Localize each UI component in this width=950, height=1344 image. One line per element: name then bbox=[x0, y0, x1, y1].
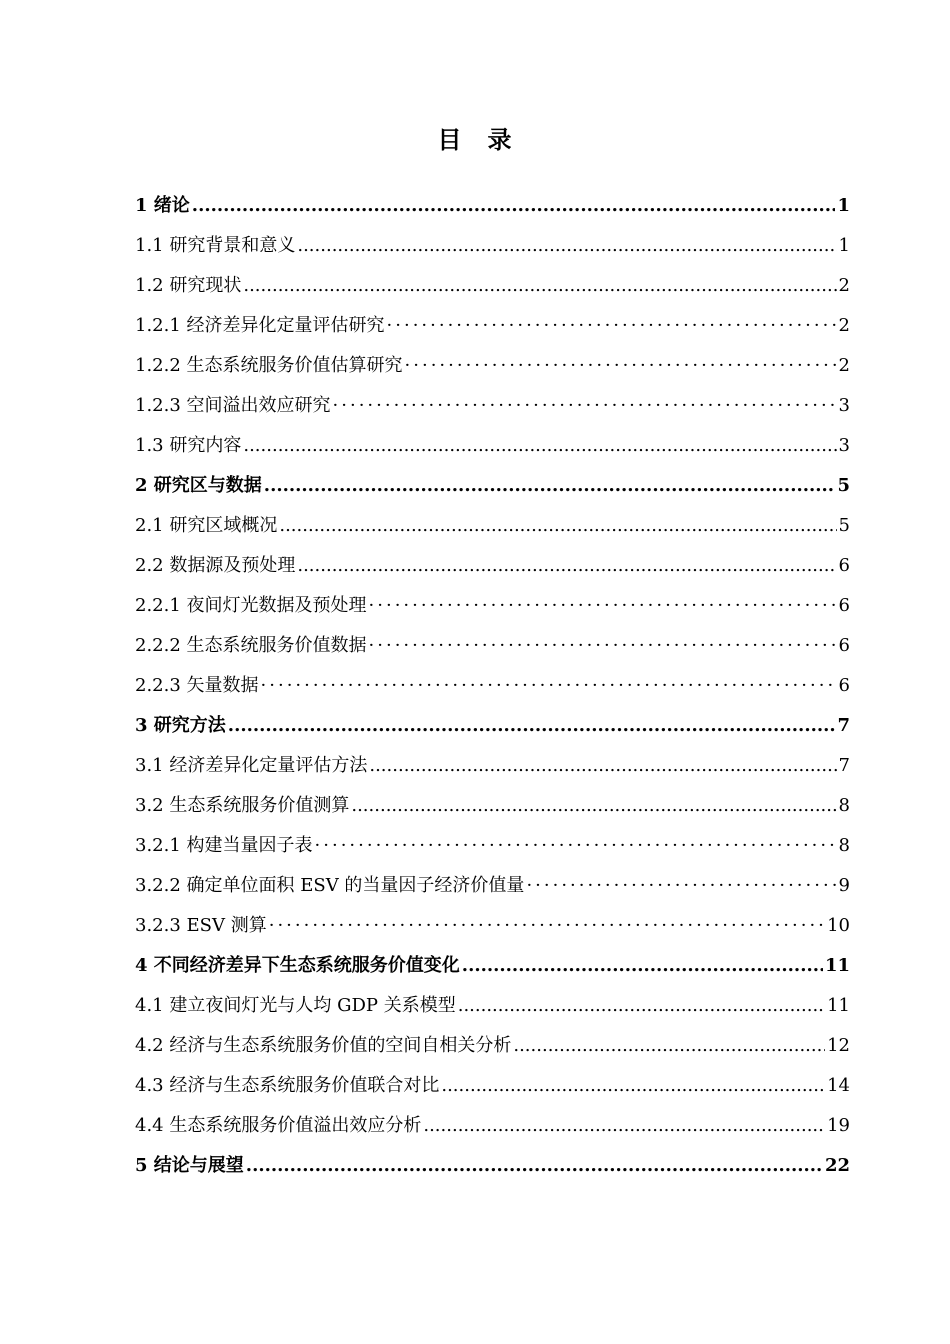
toc-entry[interactable] bbox=[135, 546, 850, 586]
toc-entry-label: 4.4 生态系统服务价值溢出效应分析 bbox=[135, 1115, 422, 1136]
toc-entry-page-number: 8 bbox=[838, 795, 850, 816]
toc-entry-page-number: 2 bbox=[838, 355, 850, 376]
toc-entry-label: 2.2.3 矢量数据 bbox=[135, 675, 259, 696]
toc-dot-leader bbox=[243, 266, 836, 306]
toc-entry-page-number: 3 bbox=[838, 435, 850, 456]
toc-entry[interactable] bbox=[135, 506, 850, 546]
toc-entry-label: 2.2 数据源及预处理 bbox=[135, 555, 296, 576]
toc-entry-label: 2 研究区与数据 bbox=[135, 475, 262, 496]
toc-dot-leader bbox=[192, 186, 836, 226]
toc-entry[interactable] bbox=[135, 746, 850, 786]
toc-entry-label: 4 不同经济差异下生态系统服务价值变化 bbox=[135, 955, 460, 976]
toc-dot-leader bbox=[243, 426, 836, 466]
toc-dot-leader bbox=[261, 666, 837, 706]
toc-entry[interactable] bbox=[135, 906, 850, 946]
toc-entry-label: 4.3 经济与生态系统服务价值联合对比 bbox=[135, 1075, 440, 1096]
toc-entry-label: 4.2 经济与生态系统服务价值的空间自相关分析 bbox=[135, 1035, 512, 1056]
table-of-contents bbox=[135, 186, 850, 1186]
toc-entry[interactable] bbox=[135, 346, 850, 386]
toc-entry-page-number: 3 bbox=[838, 395, 850, 416]
toc-entry-label: 2.2.1 夜间灯光数据及预处理 bbox=[135, 595, 367, 616]
toc-dot-leader bbox=[351, 786, 836, 826]
toc-entry[interactable] bbox=[135, 626, 850, 666]
toc-dot-leader bbox=[269, 906, 825, 946]
toc-entry-label: 3.2.1 构建当量因子表 bbox=[135, 835, 313, 856]
toc-entry-label: 2.1 研究区域概况 bbox=[135, 515, 278, 536]
toc-entry-page-number: 7 bbox=[838, 755, 850, 776]
toc-entry[interactable] bbox=[135, 986, 850, 1026]
toc-dot-leader bbox=[297, 546, 836, 586]
toc-entry-page-number: 5 bbox=[837, 475, 850, 496]
toc-dot-leader bbox=[369, 746, 836, 786]
toc-entry-page-number: 11 bbox=[827, 995, 850, 1016]
toc-entry-label: 1.3 研究内容 bbox=[135, 435, 242, 456]
toc-dot-leader bbox=[458, 986, 825, 1026]
toc-entry[interactable] bbox=[135, 1106, 850, 1146]
toc-entry-page-number: 14 bbox=[827, 1075, 850, 1096]
toc-dot-leader bbox=[297, 226, 836, 266]
toc-entry[interactable] bbox=[135, 226, 850, 266]
toc-entry[interactable] bbox=[135, 466, 850, 506]
toc-entry[interactable] bbox=[135, 426, 850, 466]
toc-entry[interactable] bbox=[135, 866, 850, 906]
toc-entry-page-number: 1 bbox=[838, 235, 850, 256]
toc-dot-leader bbox=[228, 706, 836, 746]
toc-entry[interactable] bbox=[135, 666, 850, 706]
toc-dot-leader bbox=[369, 626, 837, 666]
toc-dot-leader bbox=[333, 386, 837, 426]
toc-entry[interactable] bbox=[135, 946, 850, 986]
toc-entry-page-number: 9 bbox=[838, 875, 850, 896]
toc-dot-leader bbox=[387, 306, 837, 346]
toc-entry-label: 3.2.2 确定单位面积 ESV 的当量因子经济价值量 bbox=[135, 875, 525, 896]
toc-entry[interactable] bbox=[135, 706, 850, 746]
toc-entry[interactable] bbox=[135, 586, 850, 626]
toc-entry-page-number: 12 bbox=[827, 1035, 850, 1056]
toc-dot-leader bbox=[264, 466, 836, 506]
toc-entry-label: 4.1 建立夜间灯光与人均 GDP 关系模型 bbox=[135, 995, 456, 1016]
toc-entry-label: 1.2 研究现状 bbox=[135, 275, 242, 296]
toc-entry[interactable] bbox=[135, 1146, 850, 1186]
toc-dot-leader bbox=[462, 946, 823, 986]
toc-entry-page-number: 1 bbox=[837, 195, 850, 216]
toc-dot-leader bbox=[369, 586, 837, 626]
toc-dot-leader bbox=[405, 346, 837, 386]
toc-entry-label: 2.2.2 生态系统服务价值数据 bbox=[135, 635, 367, 656]
toc-entry[interactable] bbox=[135, 1066, 850, 1106]
toc-entry-page-number: 10 bbox=[827, 915, 850, 936]
toc-dot-leader bbox=[513, 1026, 825, 1066]
toc-dot-leader bbox=[441, 1066, 825, 1106]
toc-entry[interactable] bbox=[135, 386, 850, 426]
toc-dot-leader bbox=[423, 1106, 825, 1146]
toc-entry-label: 3.2.3 ESV 测算 bbox=[135, 915, 267, 936]
toc-entry[interactable] bbox=[135, 266, 850, 306]
toc-entry[interactable] bbox=[135, 306, 850, 346]
toc-entry-label: 5 结论与展望 bbox=[135, 1155, 244, 1176]
toc-dot-leader bbox=[279, 506, 836, 546]
toc-entry-page-number: 11 bbox=[824, 955, 850, 976]
toc-entry[interactable] bbox=[135, 826, 850, 866]
toc-entry[interactable] bbox=[135, 186, 850, 226]
toc-entry-label: 3.1 经济差异化定量评估方法 bbox=[135, 755, 368, 776]
toc-dot-leader bbox=[246, 1146, 823, 1186]
toc-entry[interactable] bbox=[135, 786, 850, 826]
toc-entry-label: 1.2.2 生态系统服务价值估算研究 bbox=[135, 355, 403, 376]
toc-entry-label: 1.1 研究背景和意义 bbox=[135, 235, 296, 256]
page-title: 目 录 bbox=[437, 125, 513, 154]
toc-entry-page-number: 7 bbox=[837, 715, 850, 736]
toc-entry-label: 1.2.3 空间溢出效应研究 bbox=[135, 395, 331, 416]
toc-entry-page-number: 2 bbox=[838, 315, 850, 336]
toc-entry-page-number: 6 bbox=[838, 555, 850, 576]
toc-entry-page-number: 5 bbox=[838, 515, 850, 536]
toc-entry-label: 3 研究方法 bbox=[135, 715, 226, 736]
toc-entry-label: 1.2.1 经济差异化定量评估研究 bbox=[135, 315, 385, 336]
toc-entry-page-number: 6 bbox=[838, 675, 850, 696]
toc-entry-page-number: 19 bbox=[827, 1115, 850, 1136]
toc-entry[interactable] bbox=[135, 1026, 850, 1066]
toc-entry-page-number: 6 bbox=[838, 635, 850, 656]
toc-entry-label: 1 绪论 bbox=[135, 195, 190, 216]
toc-entry-label: 3.2 生态系统服务价值测算 bbox=[135, 795, 350, 816]
toc-dot-leader bbox=[315, 826, 837, 866]
toc-dot-leader bbox=[526, 866, 836, 906]
toc-entry-page-number: 6 bbox=[838, 595, 850, 616]
toc-entry-page-number: 22 bbox=[824, 1155, 850, 1176]
toc-entry-page-number: 2 bbox=[838, 275, 850, 296]
toc-entry-page-number: 8 bbox=[838, 835, 850, 856]
